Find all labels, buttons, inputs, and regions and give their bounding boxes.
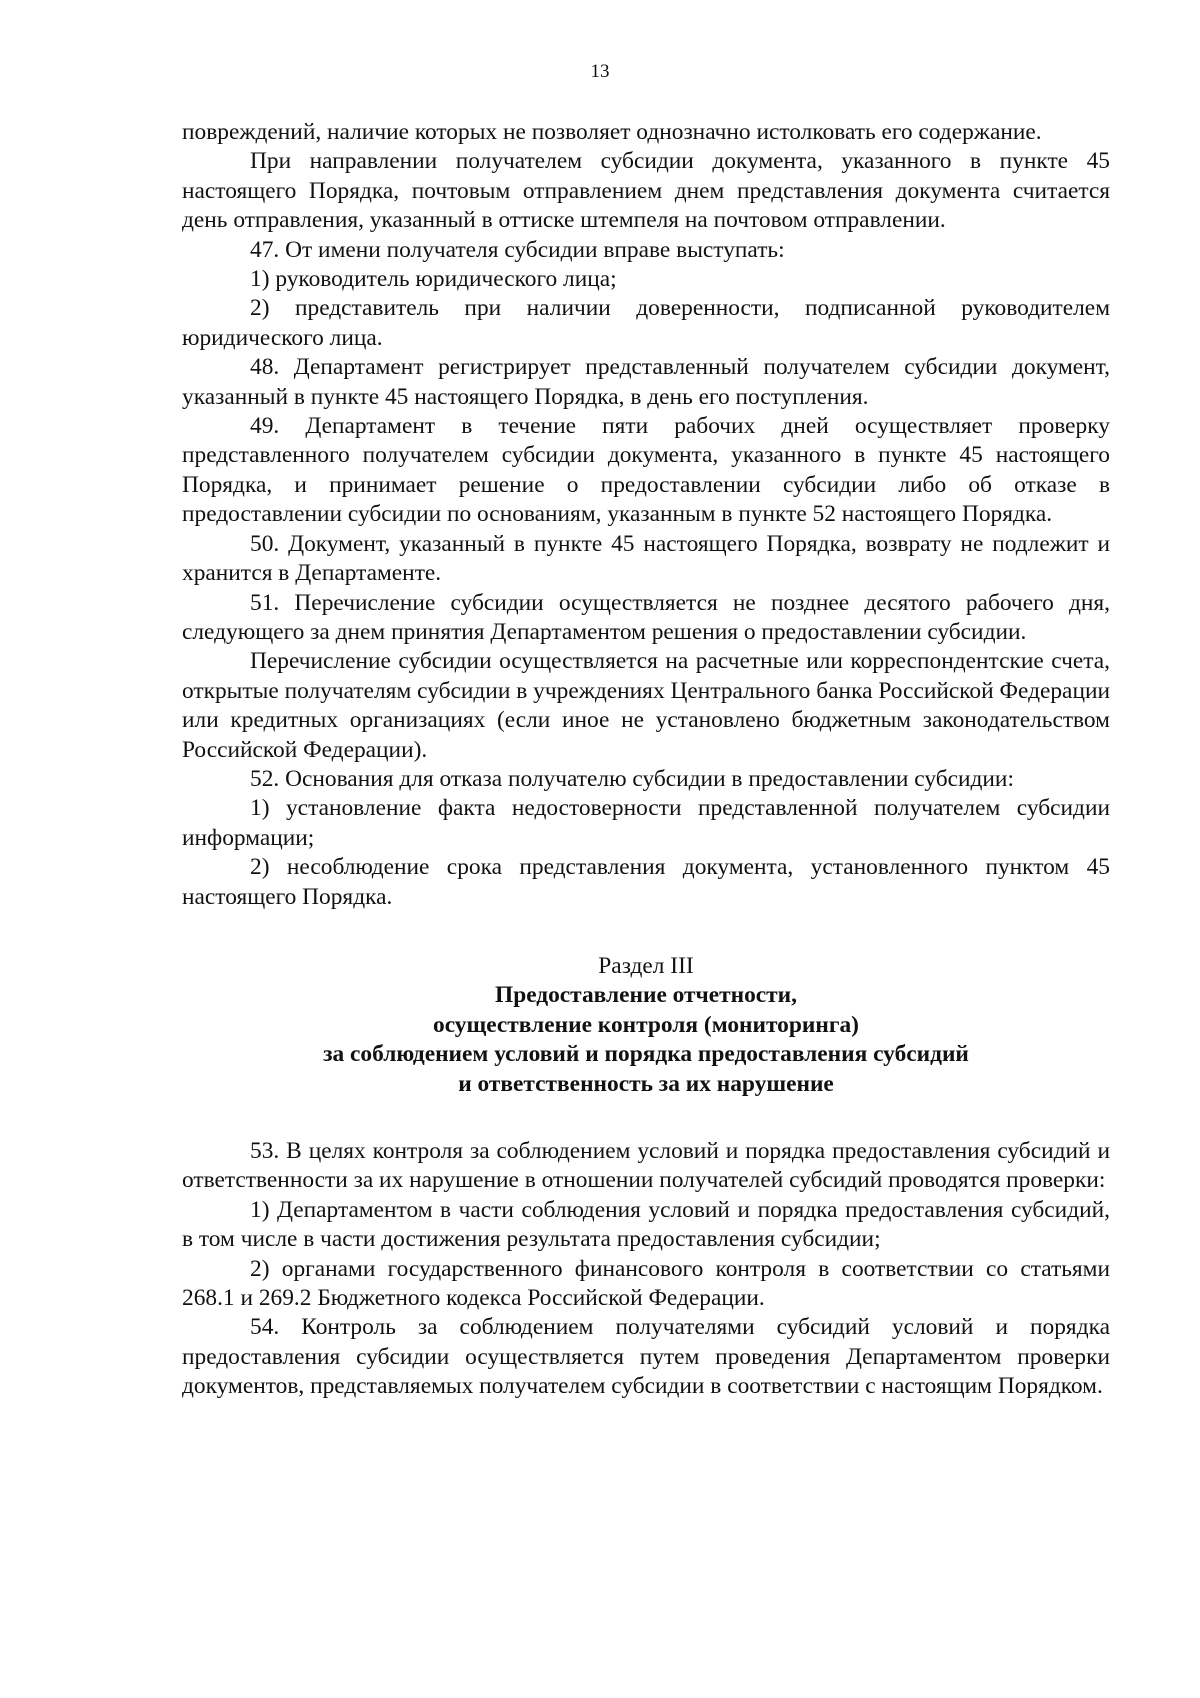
paragraph: 51. Перечисление субсидии осуществляется не позднее десятого рабочего дня, следующего за днем принятия Департаментом решения о предоставлении субсидии. bbox=[182, 589, 1110, 645]
paragraph: 1) руководитель юридического лица; bbox=[250, 266, 617, 293]
section-title-line-4: и ответственность за их нарушение bbox=[458, 1070, 834, 1097]
document-body bbox=[182, 118, 1110, 1402]
paragraph: 2) органами государственного финансового контроля в соответствии со статьями 268.1 и 269.2 Бюджетного кодекса Российской Федерации. bbox=[182, 1255, 1110, 1312]
paragraph: 49. Департамент в течение пяти рабочих дней осуществляет проверку представленного получателем субсидии документа, указанного в пункте 45 настоящего Порядка, и принимает решение о предоставлении субсидии либо об отказе в предоставлении субсидии по основаниям, указанным в пункте 52 настоящего Порядка. bbox=[182, 413, 1110, 528]
section-title-line-1: Предоставление отчетности, bbox=[495, 982, 797, 1009]
section-title-line-2: осуществление контроля (мониторинга) bbox=[433, 1011, 859, 1038]
paragraph: 53. В целях контроля за соблюдением условий и порядка предоставления субсидий и ответственности за их нарушение в отношении получателей субсидий проводятся проверки: bbox=[182, 1138, 1110, 1194]
paragraph: 52. Основания для отказа получателю субсидии в предоставлении субсидии: bbox=[250, 765, 1014, 792]
paragraph: 1) Департаментом в части соблюдения условий и порядка предоставления субсидий, в том числе в части достижения результата предоставления субсидии; bbox=[182, 1196, 1110, 1253]
paragraph: 47. От имени получателя субсидии вправе выступать: bbox=[250, 236, 785, 263]
paragraph: 54. Контроль за соблюдением получателями субсидий условий и порядка предоставления субсидии осуществляется путем проведения Департаментом проверки документов, представляемых получателем субсидии в соответствии с настоящим Порядком. bbox=[182, 1314, 1110, 1400]
section-title-line-3: за соблюдением условий и порядка предоставления субсидий bbox=[323, 1041, 969, 1068]
paragraph: повреждений, наличие которых не позволяет однозначно истолковать его содержание. bbox=[182, 119, 1042, 145]
paragraph: 50. Документ, указанный в пункте 45 настоящего Порядка, возврату не подлежит и хранится в Департаменте. bbox=[182, 530, 1110, 587]
paragraph: При направлении получателем субсидии документа, указанного в пункте 45 настоящего Порядка, почтовым отправлением днем представления документа считается день отправления, указанный в оттиске штемпеля на почтовом отправлении. bbox=[182, 148, 1110, 234]
paragraph: Перечисление субсидии осуществляется на расчетные или корреспондентские счета, открытые получателям субсидии в учреждениях Центрального банка Российской Федерации или кредитных организациях (если иное не установлено бюджетным законодательством Российской Федерации). bbox=[182, 648, 1110, 763]
paragraph: 48. Департамент регистрирует представленный получателем субсидии документ, указанный в пункте 45 настоящего Порядка, в день его поступления. bbox=[182, 354, 1110, 410]
section-heading bbox=[182, 952, 1110, 1099]
paragraph: 2) несоблюдение срока представления документа, установленного пунктом 45 настоящего Порядка. bbox=[182, 854, 1110, 910]
paragraphs-bottom bbox=[182, 1137, 1110, 1402]
paragraph: 2) представитель при наличии доверенности, подписанной руководителем юридического лица. bbox=[182, 295, 1110, 351]
page-number: 13 bbox=[590, 61, 610, 82]
section-label: Раздел III bbox=[598, 952, 694, 979]
paragraph: 1) установление факта недостоверности представленной получателем субсидии информации; bbox=[182, 795, 1110, 851]
paragraphs-top bbox=[182, 118, 1110, 912]
